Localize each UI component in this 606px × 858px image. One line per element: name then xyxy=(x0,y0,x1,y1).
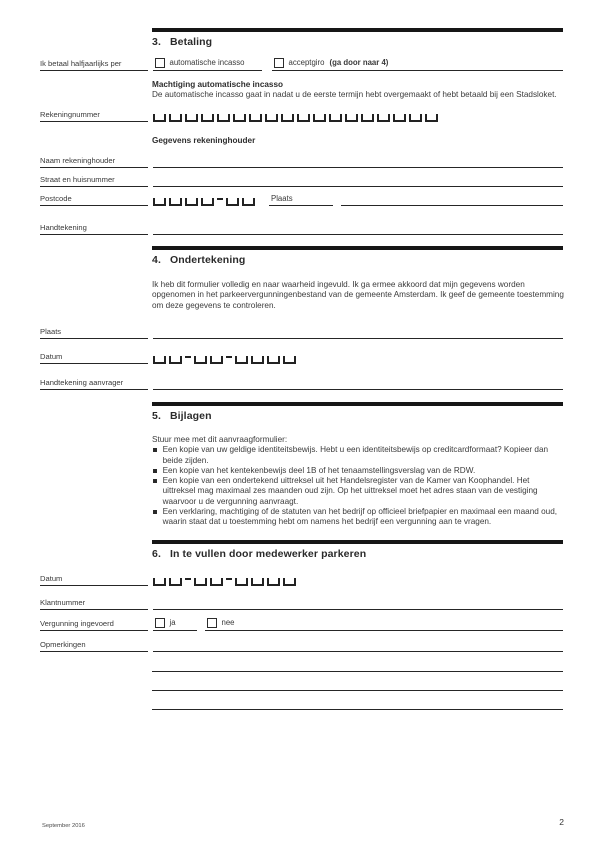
checkbox-automatische-incasso[interactable] xyxy=(155,58,165,68)
plaats-label: Plaats xyxy=(40,327,148,340)
character-box[interactable] xyxy=(226,198,239,207)
datum-dash xyxy=(185,578,191,580)
datum-label: Datum xyxy=(40,574,148,587)
list-item xyxy=(152,476,564,507)
straat-huisnummer-label: Straat en huisnummer xyxy=(40,175,148,188)
character-box[interactable] xyxy=(361,114,374,123)
character-box[interactable] xyxy=(233,114,246,123)
character-box[interactable] xyxy=(377,114,390,123)
naam-rekeninghouder-label: Naam rekeninghouder xyxy=(40,156,148,169)
option-note: (ga door naar 4) xyxy=(329,58,389,68)
character-box[interactable] xyxy=(194,578,207,587)
checkbox-ja[interactable] xyxy=(155,618,165,628)
handtekening-label: Handtekening xyxy=(40,223,148,236)
character-box[interactable] xyxy=(210,356,223,365)
character-box[interactable] xyxy=(153,578,166,587)
section-title: Betaling xyxy=(169,36,213,48)
footer-version-date: September 2016 xyxy=(42,823,85,829)
section-number: 3. xyxy=(152,36,161,48)
handtekening-aanvrager-label: Handtekening aanvrager xyxy=(40,378,148,391)
character-box[interactable] xyxy=(169,198,182,207)
section-title: Ondertekening xyxy=(169,254,246,266)
list-item-text: Een kopie van een ondertekend uittreksel uit het Handelsregister van de Kamer van Koophandel. Het uittreksel mag maximaal zes maanden oud zijn. Op het uittreksel moet het adres staan van de vestiging waarvoor u de vergunning aanvraagt. xyxy=(162,476,538,506)
opmerkingen-extra-line[interactable] xyxy=(152,671,563,672)
character-box[interactable] xyxy=(242,198,255,207)
option-label: automatische incasso xyxy=(169,58,245,68)
handtekening-input-line[interactable] xyxy=(153,220,563,235)
character-box[interactable] xyxy=(249,114,262,123)
bullet-icon xyxy=(153,448,157,452)
medewerker-datum-row xyxy=(40,572,563,586)
klantnummer-label: Klantnummer xyxy=(40,598,148,611)
plaats-input-line[interactable] xyxy=(341,191,563,206)
postcode-field-part2[interactable] xyxy=(226,198,255,207)
datum-dash xyxy=(185,356,191,358)
checkbox-acceptgiro[interactable] xyxy=(274,58,284,68)
checkbox-nee[interactable] xyxy=(207,618,217,628)
opmerkingen-extra-line[interactable] xyxy=(152,690,563,691)
machtiging-heading: Machtiging automatische incasso xyxy=(152,80,284,89)
ondertekening-statement: Ik heb dit formulier volledig en naar waarheid ingevuld. Ik ga ermee akkoord dat mijn gegevens worden opgenomen in het parkeervergunningenbestand van de gemeente Amsterdam. Ik geef de gemeente toestemming om deze gegevens te controleren. xyxy=(152,280,564,310)
character-box[interactable] xyxy=(425,114,438,123)
postcode-label: Postcode xyxy=(40,194,148,207)
bijlagen-list xyxy=(152,435,564,528)
list-item xyxy=(152,445,564,466)
datum-year-field[interactable] xyxy=(235,578,296,587)
list-item-text: Een kopie van uw geldige identiteitsbewijs. Hebt u een identiteitsbewijs op creditcardformaat? Kopieer dan beide zijden. xyxy=(162,445,549,465)
option-label: ja xyxy=(169,618,176,628)
vergunning-ingevoerd-label: Vergunning ingevoerd xyxy=(40,619,148,632)
character-box[interactable] xyxy=(251,578,264,587)
list-item-text: Een verklaring, machtiging of de statuten van het bedrijf op officieel briefpapier en maximaal een maand oud, waarin staat dat u toestemming hebt om namens het bedrijf een vergunning aan te vragen. xyxy=(162,507,558,527)
datum-day-field[interactable] xyxy=(153,356,182,365)
character-box[interactable] xyxy=(235,356,248,365)
section-heading-ondertekening xyxy=(152,254,245,266)
character-box[interactable] xyxy=(345,114,358,123)
plaats-label: Plaats xyxy=(271,193,293,203)
list-item-text: Een kopie van het kentekenbewijs deel 1B of het tenaamstellingsverslag van de RDW. xyxy=(162,465,476,475)
list-item xyxy=(152,466,564,476)
vergunning-ingevoerd-row xyxy=(40,617,563,631)
postcode-dash xyxy=(217,198,223,200)
character-box[interactable] xyxy=(267,578,280,587)
option-label: nee xyxy=(221,618,235,628)
datum-dash xyxy=(226,578,232,580)
opmerkingen-row xyxy=(40,638,563,652)
option-automatische-incasso[interactable] xyxy=(153,58,262,71)
postcode-plaats-row xyxy=(40,192,563,206)
list-item xyxy=(152,507,564,528)
opmerkingen-input-line[interactable] xyxy=(153,637,563,652)
character-box[interactable] xyxy=(329,114,342,123)
option-ja[interactable] xyxy=(153,618,197,631)
character-box[interactable] xyxy=(409,114,422,123)
section-divider-bar xyxy=(152,28,563,32)
postcode-field-part1[interactable] xyxy=(153,198,214,207)
straat-huisnummer-row xyxy=(40,173,563,187)
option-acceptgiro[interactable] xyxy=(272,58,563,71)
section-title: Bijlagen xyxy=(169,410,212,422)
section-heading-betaling xyxy=(152,36,212,48)
naam-rekeninghouder-input-line[interactable] xyxy=(153,153,563,168)
footer-page-number: 2 xyxy=(559,817,564,827)
character-box[interactable] xyxy=(201,114,214,123)
bullet-icon xyxy=(153,479,157,483)
character-box[interactable] xyxy=(283,356,296,365)
character-box[interactable] xyxy=(217,114,230,123)
datum-year-field[interactable] xyxy=(235,356,296,365)
rekeningnummer-field[interactable] xyxy=(153,114,438,123)
klantnummer-row xyxy=(40,596,563,610)
bullet-icon xyxy=(153,469,157,473)
plaats-input-line[interactable] xyxy=(153,324,563,339)
character-box[interactable] xyxy=(251,356,264,365)
klantnummer-input-line[interactable] xyxy=(153,595,563,610)
character-box[interactable] xyxy=(153,198,166,207)
option-nee[interactable] xyxy=(205,618,563,631)
rekeningnummer-row xyxy=(40,108,563,122)
character-box[interactable] xyxy=(283,578,296,587)
character-box[interactable] xyxy=(313,114,326,123)
datum-month-field[interactable] xyxy=(194,578,223,587)
character-box[interactable] xyxy=(169,578,182,587)
section-number: 4. xyxy=(152,254,161,266)
character-box[interactable] xyxy=(185,114,198,123)
plaats-row xyxy=(40,325,563,339)
character-box[interactable] xyxy=(235,578,248,587)
character-box[interactable] xyxy=(281,114,294,123)
straat-huisnummer-input-line[interactable] xyxy=(153,172,563,187)
opmerkingen-extra-line[interactable] xyxy=(152,709,563,710)
section-divider-bar xyxy=(152,402,563,406)
character-box[interactable] xyxy=(267,356,280,365)
naam-rekeninghouder-row xyxy=(40,154,563,168)
section-divider-bar xyxy=(152,246,563,250)
character-box[interactable] xyxy=(210,578,223,587)
section-number: 6. xyxy=(152,548,161,560)
character-box[interactable] xyxy=(169,356,182,365)
section-heading-bijlagen xyxy=(152,410,212,422)
gegevens-rekeninghouder-heading: Gegevens rekeninghouder xyxy=(152,136,256,145)
payment-method-label: Ik betaal halfjaarlijks per xyxy=(40,59,148,72)
handtekening-row xyxy=(40,221,563,235)
bullet-icon xyxy=(153,510,157,514)
option-label: acceptgiro xyxy=(288,58,325,68)
section-heading-medewerker xyxy=(152,548,366,560)
plaats-inline-label xyxy=(269,194,333,207)
section-title: In te vullen door medewerker parkeren xyxy=(169,548,367,560)
datum-row xyxy=(40,350,563,364)
character-box[interactable] xyxy=(153,114,166,123)
handtekening-aanvrager-row xyxy=(40,376,563,390)
character-box[interactable] xyxy=(393,114,406,123)
character-box[interactable] xyxy=(297,114,310,123)
datum-month-field[interactable] xyxy=(194,356,223,365)
section-number: 5. xyxy=(152,410,161,422)
rekeningnummer-label: Rekeningnummer xyxy=(40,110,148,123)
character-box[interactable] xyxy=(194,356,207,365)
character-box[interactable] xyxy=(265,114,278,123)
machtiging-text: De automatische incasso gaat in nadat u de eerste termijn hebt overgemaakt of hebt betaald bij een Stadsloket. xyxy=(152,90,557,99)
datum-label: Datum xyxy=(40,352,148,365)
section-divider-bar xyxy=(152,540,563,544)
character-box[interactable] xyxy=(153,356,166,365)
opmerkingen-label: Opmerkingen xyxy=(40,640,148,653)
datum-day-field[interactable] xyxy=(153,578,182,587)
payment-method-row xyxy=(40,57,563,71)
bijlagen-intro: Stuur mee met dit aanvraagformulier: xyxy=(152,435,288,444)
handtekening-aanvrager-input-line[interactable] xyxy=(153,375,563,390)
character-box[interactable] xyxy=(201,198,214,207)
character-box[interactable] xyxy=(185,198,198,207)
datum-dash xyxy=(226,356,232,358)
character-box[interactable] xyxy=(169,114,182,123)
